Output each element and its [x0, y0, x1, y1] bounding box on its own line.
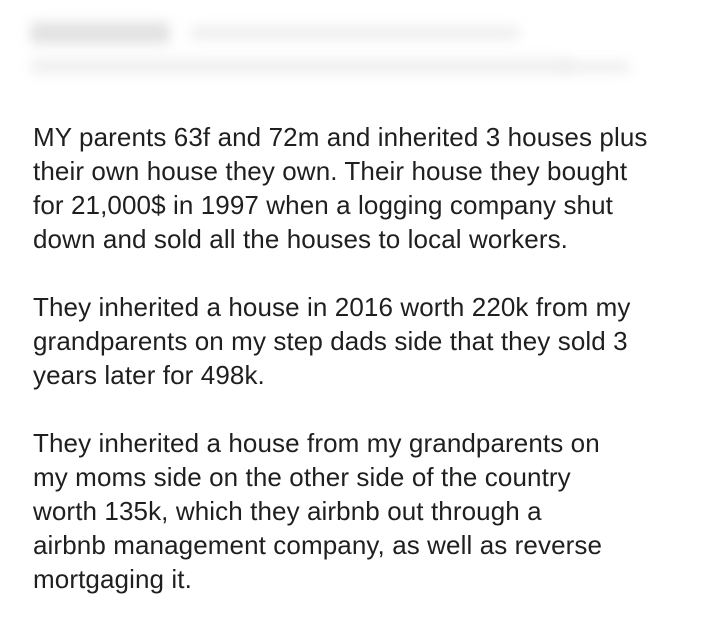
post-paragraph: They inherited a house in 2016 worth 220k from my grandparents on my step dads side that they sold 3 years later for 498k.	[33, 292, 631, 390]
blurred-subline	[30, 58, 570, 74]
post-body	[33, 120, 703, 630]
post-paragraph: They inherited a house from my grandparents on my moms side on the other side of the country worth 135k, which they airbnb out through a airbnb management company, as well as reverse mortgaging it.	[33, 428, 603, 594]
blurred-meta	[190, 26, 520, 40]
post-paragraph: MY parents 63f and 72m and inherited 3 houses plus their own house they own. Their house they bought for 21,000$ in 1997 when a logging company shut down and sold all the houses to local workers.	[33, 122, 648, 254]
blurred-username	[30, 22, 170, 44]
blurred-header	[0, 0, 720, 90]
blurred-subline-end	[560, 62, 630, 72]
